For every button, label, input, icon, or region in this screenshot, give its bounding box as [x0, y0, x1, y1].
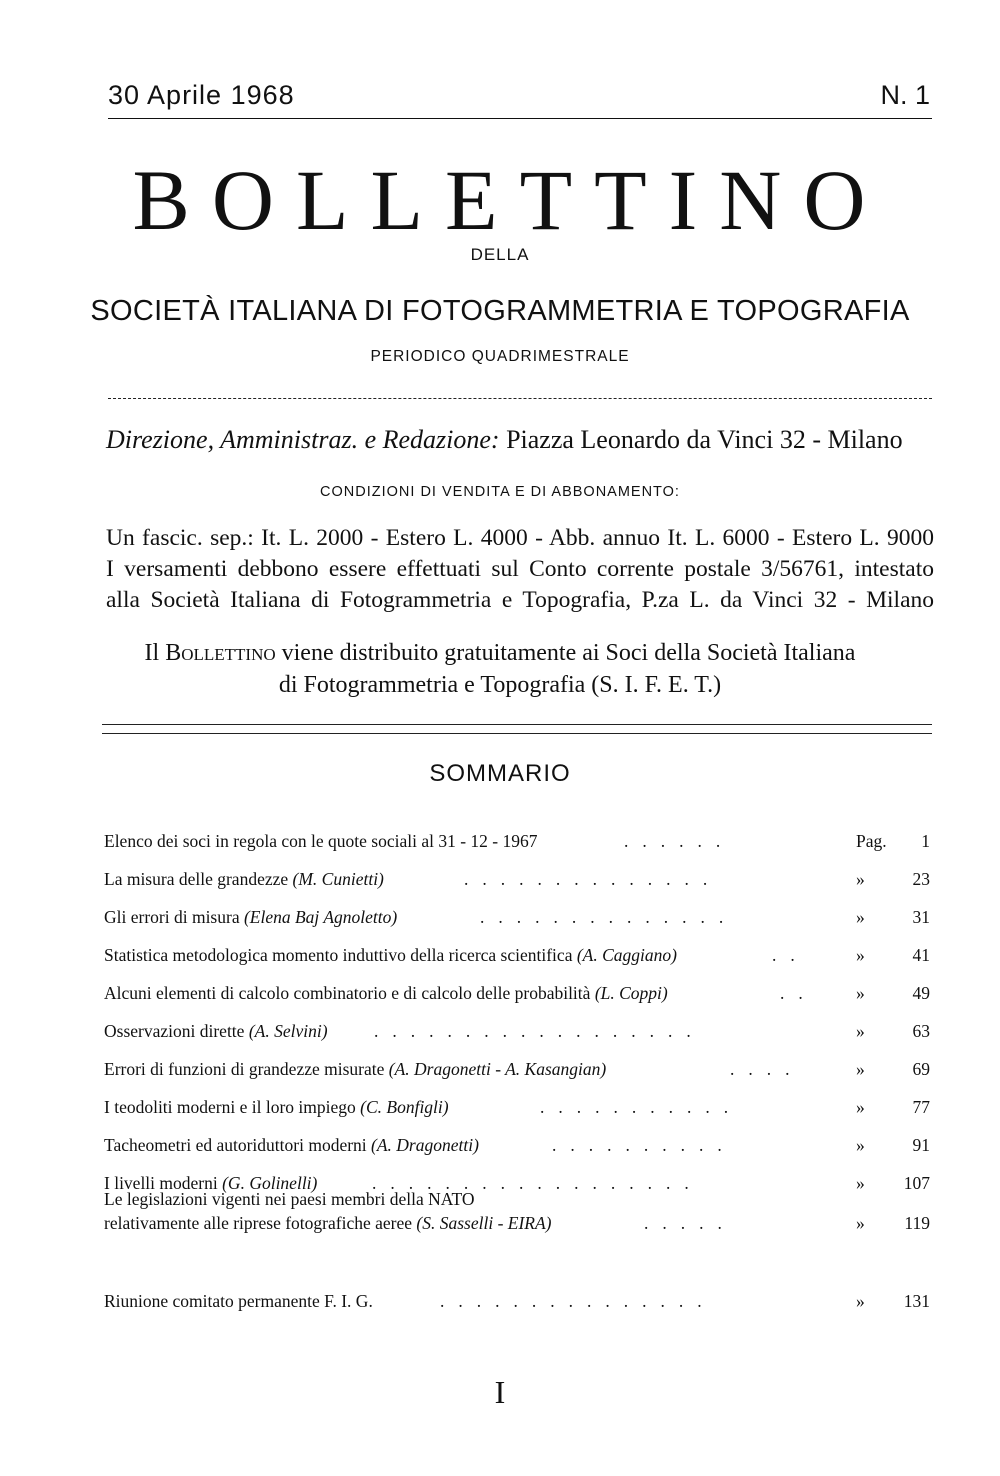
distribution-line-1: [0, 640, 1000, 667]
conditions-heading: CONDIZIONI DI VENDITA E DI ABBONAMENTO:: [320, 484, 680, 500]
toc-entry: [104, 1078, 930, 1118]
address-label: Direzione, Amministraz. e Redazione:: [106, 425, 500, 454]
toc-page: 31: [912, 907, 930, 927]
toc-page: 41: [912, 945, 930, 965]
address-text: Piazza Leonardo da Vinci 32 - Milano: [506, 425, 903, 454]
masthead-della: DELLA: [470, 245, 530, 264]
toc-page: 49: [912, 983, 930, 1003]
toc-title: Riunione comitato permanente F. I. G.: [104, 1291, 373, 1311]
toc-entry: [104, 888, 930, 928]
toc-page-prefix: »: [856, 1291, 865, 1311]
toc-title: Tacheometri ed autoriduttori moderni (A. Dragonetti): [104, 1135, 479, 1155]
toc-title: Errori di funzioni di grandezze misurate (A. Dragonetti - A. Kasangian): [104, 1059, 607, 1079]
toc-entry: [104, 1002, 930, 1042]
toc-page-prefix: »: [856, 1097, 865, 1117]
distribution-text: viene distribuito gratuitamente ai Soci della Società Italiana: [281, 640, 856, 666]
toc-entry: [104, 926, 930, 966]
divider-dashed: [108, 398, 932, 399]
toc-entry: [104, 850, 930, 890]
toc-page-prefix: »: [856, 1173, 865, 1193]
toc-title: Alcuni elementi di calcolo combinatorio e di calcolo delle probabilità (L. Coppi): [104, 983, 668, 1003]
masthead-title: BOLLETTINO: [132, 152, 888, 248]
conditions-address: alla Società Italiana di Fotogrammetria e Topografia, P.za L. da Vinci 32 - Milano: [106, 587, 934, 613]
toc-page: 131: [903, 1291, 930, 1311]
toc-title: Osservazioni dirette (A. Selvini): [104, 1021, 328, 1041]
distribution-prefix: Il: [144, 640, 160, 666]
distribution-bulletin-name: Bollettino: [165, 640, 276, 666]
toc-page-prefix: »: [856, 1059, 865, 1079]
toc-entry: [104, 1272, 930, 1312]
toc-page: 107: [903, 1173, 930, 1193]
periodicity: PERIODICO QUADRIMESTRALE: [370, 348, 630, 365]
toc-page-prefix: »: [856, 1135, 865, 1155]
toc-page: 69: [912, 1059, 930, 1079]
toc-page-prefix: »: [856, 945, 865, 965]
conditions-payment: I versamenti debbono essere effettuati sul Conto corrente postale 3/56761, intestato: [106, 556, 934, 582]
toc-leader: ..................: [374, 1021, 705, 1041]
toc-page-prefix: »: [856, 1021, 865, 1041]
toc-entry: [104, 964, 930, 1004]
toc-entry: [104, 1184, 930, 1234]
toc-entry: [104, 812, 930, 852]
toc-leader: ..............: [464, 869, 722, 889]
toc-title: I teodoliti moderni e il loro impiego (C. Bonfigli): [104, 1097, 449, 1117]
double-divider: [102, 724, 932, 734]
toc-page-prefix: »: [856, 869, 865, 889]
toc-page: 77: [912, 1097, 930, 1117]
toc-page: 1: [921, 831, 930, 851]
society-name: SOCIETÀ ITALIANA DI FOTOGRAMMETRIA E TOPOGRAFIA: [90, 295, 910, 327]
toc-title: La misura delle grandezze (M. Cunietti): [104, 869, 384, 889]
toc-title: Gli errori di misura (Elena Baj Agnoletto): [104, 907, 398, 927]
toc-leader: .....: [644, 1213, 736, 1233]
issue-number: N. 1: [880, 80, 930, 110]
toc-title: I livelli moderni (G. Golinelli): [104, 1173, 318, 1193]
toc-page: 91: [912, 1135, 930, 1155]
toc-leader: ...............: [440, 1291, 716, 1311]
toc-title: relativamente alle riprese fotografiche aeree (S. Sasselli - EIRA): [104, 1213, 552, 1233]
toc-page-prefix: Pag.: [856, 831, 887, 851]
page-number-roman: I: [494, 1374, 506, 1410]
header-rule: [108, 118, 932, 119]
toc-leader: ......: [624, 831, 735, 851]
toc-entry: [104, 1040, 930, 1080]
distribution-line-2: di Fotogrammetria e Topografia (S. I. F. E. T.): [278, 672, 722, 698]
address-line: [106, 425, 934, 455]
toc-leader: ..........: [552, 1135, 736, 1155]
header-line: [108, 80, 932, 120]
toc-entry: [104, 1116, 930, 1156]
toc-title: Elenco dei soci in regola con le quote sociali al 31 - 12 - 1967: [104, 831, 538, 851]
conditions-prices: Un fascic. sep.: It. L. 2000 - Estero L. 4000 - Abb. annuo It. L. 6000 - Estero L. 9000: [106, 525, 934, 551]
toc-leader: ..: [780, 983, 817, 1003]
toc-title: Statistica metodologica momento induttivo della ricerca scientifica (A. Caggiano): [104, 945, 677, 965]
toc-page: 63: [912, 1021, 930, 1041]
toc-page-prefix: »: [856, 907, 865, 927]
toc-leader: ...........: [540, 1097, 743, 1117]
toc-page: 119: [904, 1213, 930, 1233]
toc-leader: ..............: [480, 907, 738, 927]
toc-leader: ....: [730, 1059, 804, 1079]
toc-leader: ..................: [372, 1173, 703, 1193]
toc-page: 23: [912, 869, 930, 889]
toc-leader: ..: [772, 945, 809, 965]
toc-page-prefix: »: [856, 983, 865, 1003]
issue-date: 30 Aprile 1968: [108, 80, 295, 110]
toc-page-prefix: »: [856, 1213, 865, 1233]
toc-title-line-1: Le legislazioni vigenti nei paesi membri della NATO: [104, 1189, 475, 1209]
summary-heading: SOMMARIO: [429, 760, 571, 787]
